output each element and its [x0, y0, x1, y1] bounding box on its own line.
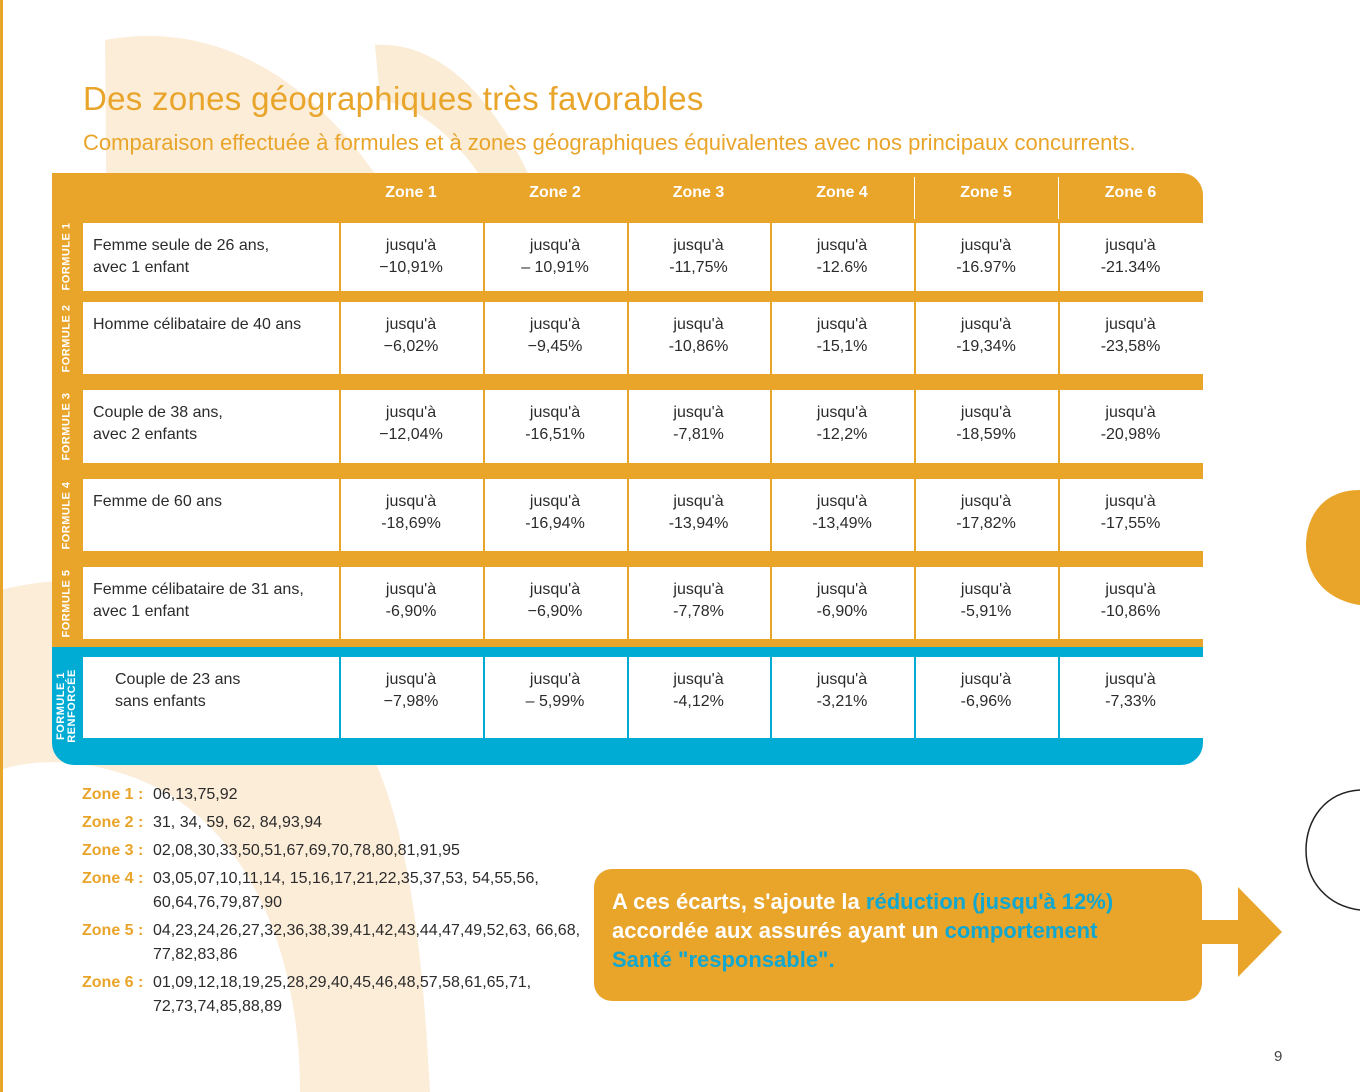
table-row — [52, 382, 1203, 471]
table-row — [52, 647, 1203, 765]
formula-label — [52, 382, 82, 471]
formula-label-text: FORMULE 4 — [60, 480, 73, 550]
discount-cell: jusqu'à -11,75% — [669, 237, 728, 276]
discount-cell: jusqu'à -16,51% — [525, 404, 585, 443]
column-divider — [339, 657, 341, 738]
column-divider — [339, 302, 341, 374]
discount-cell: jusqu'à -7,78% — [673, 581, 724, 620]
zone-departments: 06,13,75,92 — [153, 786, 238, 803]
column-divider — [627, 567, 629, 639]
formula-label-text: FORMULE 1 — [60, 222, 73, 291]
column-divider — [627, 479, 629, 551]
zone-header-4: Zone 4 — [816, 184, 868, 201]
profile-label: Femme célibataire de 31 ans, avec 1 enfant — [93, 581, 304, 620]
column-divider — [1058, 302, 1060, 374]
table-row — [52, 219, 1203, 294]
zone-list-item — [82, 811, 602, 835]
discount-cell: jusqu'à -17,82% — [956, 493, 1016, 532]
column-divider — [770, 479, 772, 551]
column-divider — [770, 567, 772, 639]
formula-label — [52, 219, 82, 294]
zone-name: Zone 6 : — [82, 974, 144, 991]
table-row — [52, 471, 1203, 559]
table-row — [52, 294, 1203, 382]
discount-cell: jusqu'à -12.6% — [816, 237, 868, 276]
zone-departments: 31, 34, 59, 62, 84,93,94 — [153, 814, 323, 831]
responsible-health-callout — [594, 869, 1202, 1001]
discount-cell: jusqu'à -6,90% — [816, 581, 868, 620]
discount-cell: jusqu'à −6,02% — [383, 316, 439, 355]
column-divider — [483, 657, 485, 738]
zone-departments: 03,05,07,10,11,14, 15,16,17,21,22,35,37,53, 54,55,56, 60,64,76,79,87,90 — [153, 870, 539, 911]
column-divider — [483, 567, 485, 639]
profile-label: Femme seule de 26 ans, avec 1 enfant — [93, 237, 270, 276]
zone-list-item — [82, 971, 602, 1019]
header-divider — [914, 177, 915, 219]
column-divider — [1058, 223, 1060, 291]
row-body — [83, 223, 1203, 291]
column-divider — [483, 302, 485, 374]
column-divider — [914, 567, 916, 639]
zone-header-5: Zone 5 — [960, 184, 1012, 201]
comparison-table — [52, 173, 1203, 765]
discount-cell: jusqu'à -19,34% — [956, 316, 1016, 355]
column-divider — [770, 302, 772, 374]
discount-cell: jusqu'à -17,55% — [1100, 493, 1161, 532]
zone-departments: 02,08,30,33,50,51,67,69,70,78,80,81,91,95 — [153, 842, 460, 859]
column-divider — [1058, 479, 1060, 551]
formula-label-text: FORMULE 5 — [60, 568, 73, 638]
discount-cell: jusqu'à -20,98% — [1100, 404, 1161, 443]
column-divider — [627, 390, 629, 463]
discount-cell: jusqu'à -21.34% — [1100, 237, 1161, 276]
discount-cell: jusqu'à -13,49% — [812, 493, 872, 532]
zone-name: Zone 5 : — [82, 922, 144, 939]
discount-cell: jusqu'à -4,12% — [673, 671, 724, 710]
column-divider — [483, 223, 485, 291]
column-divider — [1058, 390, 1060, 463]
zone-list-item — [82, 783, 602, 807]
discount-cell: jusqu'à -13,94% — [668, 493, 729, 532]
callout-highlight-reduction: réduction (jusqu'à 12%) — [865, 889, 1114, 914]
column-divider — [339, 223, 341, 291]
discount-cell: jusqu'à -15,1% — [816, 316, 868, 355]
formula-label-text: FORMULE 1 RENFORCÉE — [55, 669, 78, 743]
discount-cell: jusqu'à -6,96% — [960, 671, 1012, 710]
profile-label: Homme célibataire de 40 ans — [93, 316, 302, 333]
discount-cell: jusqu'à -18,59% — [956, 404, 1016, 443]
zone-name: Zone 3 : — [82, 842, 144, 859]
column-divider — [914, 302, 916, 374]
discount-cell: jusqu'à -5,91% — [960, 581, 1012, 620]
column-divider — [1058, 657, 1060, 738]
column-divider — [627, 657, 629, 738]
zone-departments: 01,09,12,18,19,25,28,29,40,45,46,48,57,58,61,65,71, 72,73,74,85,88,89 — [153, 974, 532, 1015]
discount-cell: jusqu'à −12,04% — [379, 404, 443, 443]
discount-cell: jusqu'à −10,91% — [379, 237, 443, 276]
column-divider — [770, 657, 772, 738]
discount-cell: jusqu'à -18,69% — [381, 493, 441, 532]
zone-header-3: Zone 3 — [672, 184, 725, 201]
row-body — [83, 390, 1203, 463]
profile-label: Couple de 23 ans sans enfants — [115, 671, 241, 710]
discount-cell: jusqu'à -12,2% — [816, 404, 868, 443]
formula-label — [52, 294, 82, 382]
zone-header-2: Zone 2 — [529, 184, 581, 201]
column-divider — [770, 390, 772, 463]
column-divider — [627, 302, 629, 374]
zones-list — [82, 783, 602, 1023]
discount-cell: jusqu'à -23,58% — [1100, 316, 1161, 355]
column-divider — [483, 479, 485, 551]
callout-text — [612, 887, 1152, 974]
zone-header-1: Zone 1 — [385, 184, 437, 201]
discount-cell: jusqu'à -6,90% — [385, 581, 437, 620]
callout-text-part: A ces écarts, s'ajoute la — [612, 889, 866, 914]
formula-label-text: FORMULE 2 — [60, 303, 73, 373]
discount-cell: jusqu'à – 10,91% — [521, 237, 589, 276]
column-divider — [914, 223, 916, 291]
zone-departments: 04,23,24,26,27,32,36,38,39,41,42,43,44,47,49,52,63, 66,68, 77,82,83,86 — [153, 922, 581, 963]
discount-cell: jusqu'à −9,45% — [527, 316, 583, 355]
column-divider — [339, 479, 341, 551]
discount-cell: jusqu'à -7,33% — [1105, 671, 1156, 710]
row-body — [83, 567, 1203, 639]
formula-label — [52, 471, 82, 559]
column-divider — [339, 567, 341, 639]
zone-name: Zone 4 : — [82, 870, 144, 887]
column-divider — [914, 390, 916, 463]
discount-cell: jusqu'à −6,90% — [527, 581, 583, 620]
profile-label: Couple de 38 ans, avec 2 enfants — [93, 404, 223, 443]
page-number: 9 — [1274, 1048, 1283, 1065]
zone-list-item — [82, 919, 602, 967]
column-divider — [914, 657, 916, 738]
table-row — [52, 559, 1203, 647]
discount-cell: jusqu'à -3,21% — [816, 671, 868, 710]
zone-list-item — [82, 867, 602, 915]
column-divider — [914, 479, 916, 551]
discount-cell: jusqu'à -16,94% — [525, 493, 585, 532]
discount-cell: jusqu'à -10,86% — [1100, 581, 1161, 620]
discount-cell: jusqu'à -7,81% — [673, 404, 724, 443]
formula-label — [52, 559, 82, 647]
row-body — [83, 302, 1203, 374]
discount-cell: jusqu'à −7,98% — [383, 671, 439, 710]
row-body — [83, 479, 1203, 551]
column-divider — [627, 223, 629, 291]
page-edge-rule — [0, 0, 3, 1092]
profile-label: Femme de 60 ans — [93, 493, 222, 510]
column-divider — [483, 390, 485, 463]
callout-highlight-behaviour: comportement Santé "responsable". — [612, 918, 1098, 972]
formula-label-text: FORMULE 3 — [60, 392, 73, 461]
header-divider — [1058, 177, 1059, 219]
row-body — [83, 657, 1203, 738]
column-divider — [339, 390, 341, 463]
discount-cell: jusqu'à -10,86% — [668, 316, 729, 355]
zone-name: Zone 2 : — [82, 814, 144, 831]
column-divider — [770, 223, 772, 291]
formula-label — [52, 647, 82, 765]
discount-cell: jusqu'à – 5,99% — [525, 671, 585, 710]
page-subtitle: Comparaison effectuée à formules et à zones géographiques équivalentes avec nos principaux concurrents. — [83, 130, 1136, 155]
zone-name: Zone 1 : — [82, 786, 144, 803]
page-title: Des zones géographiques très favorables — [83, 80, 704, 117]
zone-header-6: Zone 6 — [1104, 184, 1157, 201]
table-header — [52, 173, 1203, 219]
arrow-right-icon — [1190, 882, 1285, 982]
discount-cell: jusqu'à -16.97% — [956, 237, 1016, 276]
column-divider — [1058, 567, 1060, 639]
zone-list-item — [82, 839, 602, 863]
callout-text-part: accordée aux assurés ayant un — [612, 918, 945, 943]
